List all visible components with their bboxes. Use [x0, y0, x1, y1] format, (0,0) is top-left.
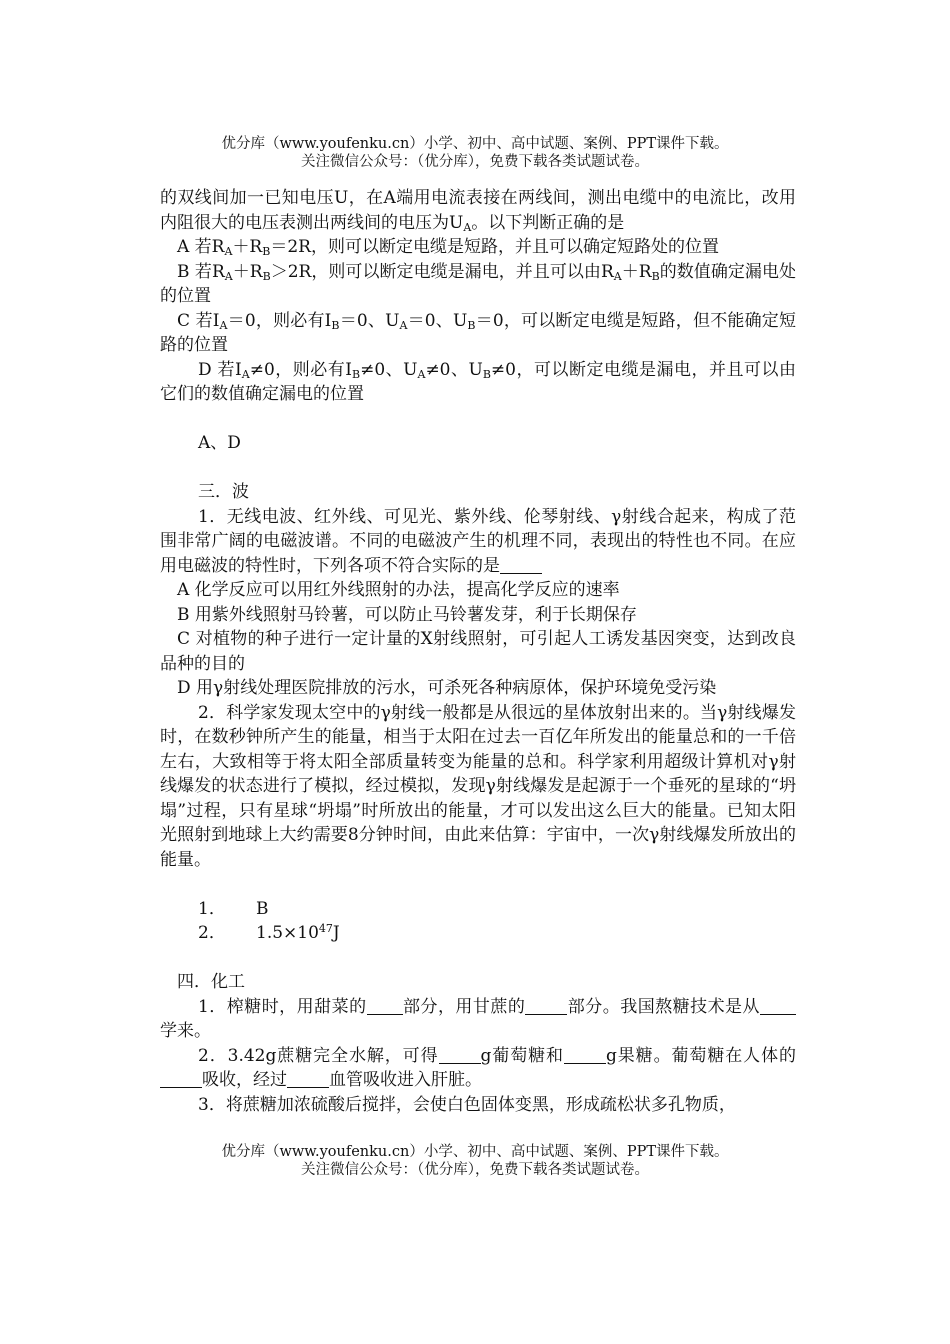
answer-blank: [564, 1046, 606, 1064]
answer-blank: [760, 997, 796, 1015]
option-d: D 若$I_A\ne 0$，则必有$I_B\ne 0$、$U_A\ne 0$、$U_B\ne 0$，可以断定电缆是漏电，并且可以由它们的数值确定漏电的位置: [160, 359, 796, 404]
question-waves-1: 1．无线电波、红外线、可见光、紫外线、伦琴射线、γ射线合起来，构成了范围非常广阔的电磁波谱。不同的电磁波产生的机理不同，表现出的特性也不同。在应用电磁波的特性时，下列各项不符合实际的是: [160, 506, 796, 576]
waves-option-c: C 对植物的种子进行一定计量的X射线照射，可引起人工诱发基因突变，达到改良品种的目的: [160, 629, 796, 674]
page-header: [0, 135, 950, 171]
answer-blank: [525, 997, 567, 1015]
answer-blank: [439, 1046, 481, 1064]
answer-sec2: A、D: [198, 433, 241, 453]
header-line-1: 优分库（www.youfenku.cn）小学、初中、高中试题、案例、PPT课件下载。: [221, 136, 729, 152]
question-chem-1: 1．榨糖时，用甜菜的 部分，用甘蔗的 部分。我国熬糖技术是从学来。: [160, 995, 796, 1044]
question-chem-3: 3．将蔗糖加浓硫酸后搅拌，会使白色固体变黑，形成疏松状多孔物质，: [198, 1094, 736, 1115]
answer-blank: [367, 997, 403, 1015]
option-a: A 若$R_A+R_B=2R$，则可以断定电缆是短路，并且可以确定短路处的位置: [177, 237, 719, 258]
answer-blank: [500, 556, 542, 574]
question-chem-2: 2．3.42g蔗糖完全水解，可得 g葡萄糖和 g果糖。葡萄糖在人体的吸收，经过 血管吸收进入肝脏。: [160, 1044, 796, 1093]
waves-option-d: D 用γ射线处理医院排放的污水，可杀死各种病原体，保护环境免受污染: [177, 678, 717, 698]
waves-option-b: B 用紫外线照射马铃薯，可以防止马铃薯发芽，利于长期保存: [177, 604, 637, 625]
section-title-waves: 三．波: [198, 482, 249, 502]
section-title-chemistry: 四．化工: [177, 972, 245, 992]
question-waves-2: 2．科学家发现太空中的γ射线一般都是从很远的星体放射出来的。当γ射线爆发时，在数秒钟所产生的能量，相当于太阳在过去一百亿年所发出的能量总和的一千倍左右，大致相等于将太阳全部质量转变为能量的总和。科学家利用超级计算机对γ射线爆发的状态进行了模拟，经过模拟，发现γ射线爆发是起源于一个垂死的星球的“坍塌”过程，只有星球“坍塌”时所放出的能量，才可以发出这么巨大的能量。已知太阳光照射到地球上大约需要8分钟时间，由此来估算：宇宙中，一次γ射线爆发所放出的能量。: [160, 702, 796, 870]
answer-waves-2: 2． $1.5\times 10^{47}J$: [198, 922, 340, 943]
footer-line-2: 关注微信公众号：（优分库），免费下载各类试题试卷。: [301, 1162, 649, 1178]
header-line-2: 关注微信公众号：（优分库），免费下载各类试题试卷。: [301, 154, 649, 170]
document-body: [160, 186, 796, 1117]
option-c: C 若$I_A=0$，则必有$I_B=0$、$U_A=0$、$U_B=0$，可以断定电缆是短路，但不能确定短路的位置: [160, 310, 796, 355]
page-footer: [0, 1143, 950, 1179]
answer-blank: [160, 1070, 202, 1088]
option-b: B 若$R_A+R_B>2R$，则可以断定电缆是漏电，并且可以由$R_A+R_B$的数值确定漏电处的位置: [160, 261, 796, 306]
answer-blank: [287, 1070, 329, 1088]
question-intro: 的双线间加一已知电压U，在A端用电流表接在两线间，测出电缆中的电流比，改用内阻很大的电压表测出两线间的电压为$U_A$。以下判断正确的是: [160, 188, 796, 234]
waves-option-a: A 化学反应可以用红外线照射的办法，提高化学反应的速率: [177, 580, 620, 600]
answer-waves-1: 1． B: [198, 898, 269, 919]
footer-line-1: 优分库（www.youfenku.cn）小学、初中、高中试题、案例、PPT课件下载。: [221, 1144, 729, 1160]
